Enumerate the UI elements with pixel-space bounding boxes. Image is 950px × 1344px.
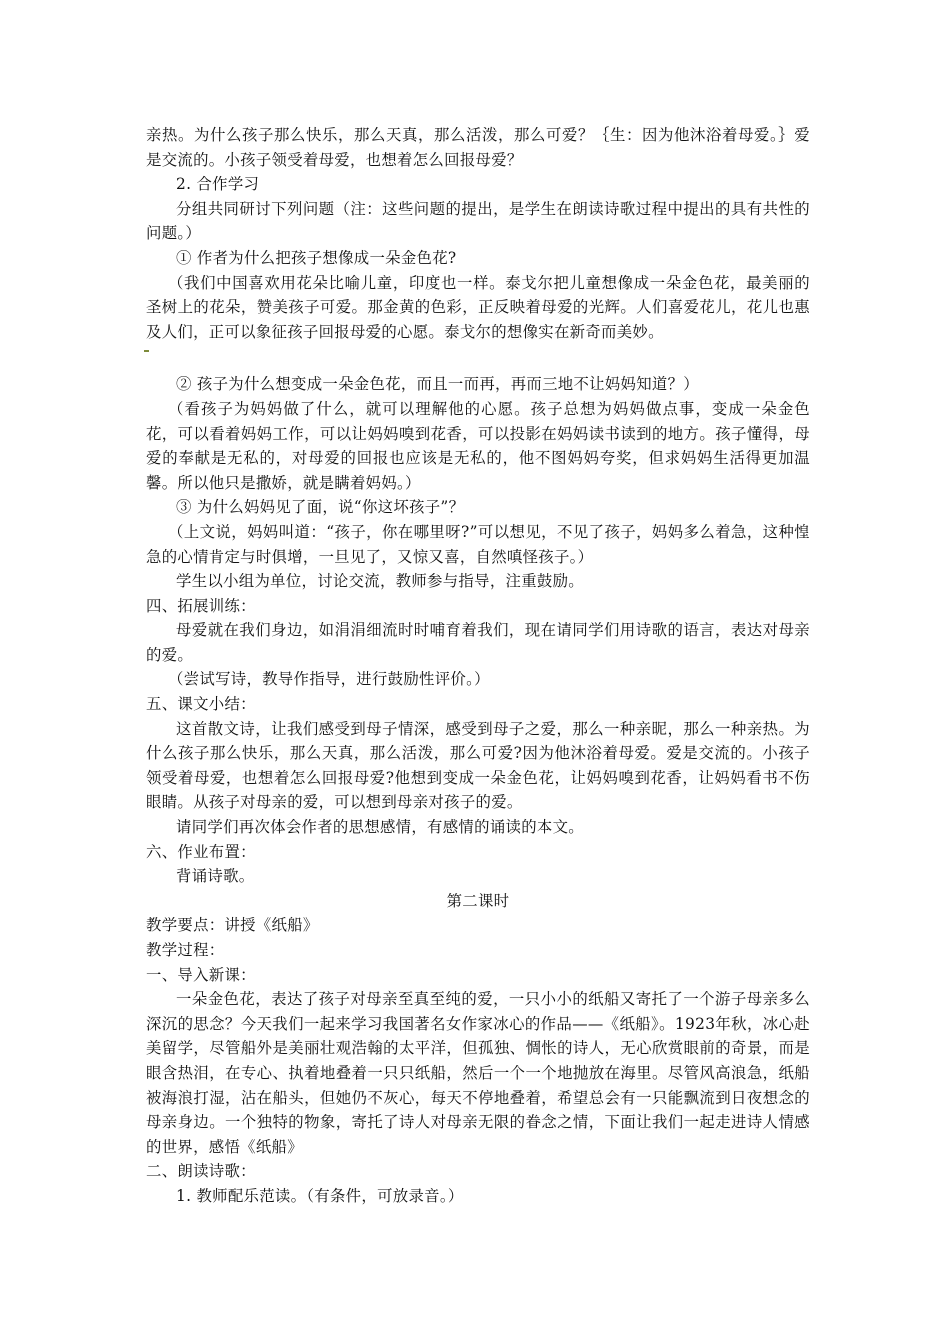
- paragraph: 一朵金色花，表达了孩子对母亲至真至纯的爱，一只小小的纸船又寄托了一个游子母亲多么深沉的思念？今天我们一起来学习我国著名女作家冰心的作品——《纸船》。1923年秋，冰心赴美留学，尽管船外是美丽壮观浩翰的太平洋，但孤独、惆怅的诗人，无心欣赏眼前的奇景，而是眼含热泪，在专心、执着地叠着一只只纸船，然后一个一个地抛放在海里。尽管风高浪急，纸船被海浪打湿，沾在船头，但她仍不灰心，每天不停地叠着，希望总会有一只能飘流到日夜想念的母亲身边。一个独特的物象，寄托了诗人对母亲无限的眷念之情，下面让我们一起走进诗人情感的世界，感悟《纸船》: [146, 990, 810, 1156]
- document-body: [146, 123, 810, 1209]
- answer-paragraph: （看孩子为妈妈做了什么，就可以理解他的心愿。孩子总想为妈妈做点事，变成一朵金色花，可以看着妈妈工作，可以让妈妈嗅到花香，可以投影在妈妈读书读到的地方。孩子懂得，母爱的奉献是无私的，对母爱的回报也应该是无私的，他不图妈妈夸奖，但求妈妈生活得更加温馨。所以他只是撒娇，就是瞒着妈妈。）: [146, 399, 810, 492]
- blank-line: [146, 344, 810, 372]
- section-heading: 四、拓展训练：: [146, 596, 256, 615]
- paragraph: 这首散文诗，让我们感受到母子情深，感受到母子之爱，那么一种亲昵，那么一种亲热。为什么孩子那么快乐，那么天真，那么活泼，那么可爱?因为他沐浴着母爱。爱是交流的。小孩子领受着母爱，也想着怎么回报母爱?他想到变成一朵金色花，让妈妈嗅到花香，让妈妈看书不伤眼睛。从孩子对母亲的爱，可以想到母亲对孩子的爱。: [146, 719, 810, 812]
- section-heading: 二、朗读诗歌：: [146, 1162, 256, 1181]
- question-item: ② 孩子为什么想变成一朵金色花，而且一而再，再而三地不让妈妈知道？）: [176, 375, 699, 394]
- answer-paragraph: （我们中国喜欢用花朵比喻儿童，印度也一样。泰戈尔把儿童想像成一朵金色花，最美丽的圣树上的花朵，赞美孩子可爱。那金黄的色彩，正反映着母爱的光辉。人们喜爱花儿，花儿也惠及人们，正可以象征孩子回报母爱的心愿。泰戈尔的想像实在新奇而美妙。: [146, 273, 810, 341]
- section-heading: 五、课文小结：: [146, 695, 256, 714]
- paragraph: 请同学们再次体会作者的思想感情，有感情的诵读的本文。: [176, 818, 584, 837]
- section-heading: 六、作业布置：: [146, 842, 256, 861]
- lesson-title: 第二课时: [446, 891, 510, 910]
- answer-paragraph: （上文说，妈妈叫道：“孩子，你在哪里呀?”可以想见，不见了孩子，妈妈多么着急，这种惶急的心情肯定与时俱增，一旦见了，又惊又喜，自然嗔怪孩子。）: [146, 522, 810, 566]
- teaching-focus: 教学要点：讲授《纸船》: [146, 916, 319, 935]
- question-item: ③ 为什么妈妈见了面，说“你这坏孩子”？: [176, 498, 465, 517]
- paragraph: 1. 教师配乐范读。（有条件，可放录音。）: [176, 1186, 464, 1205]
- paragraph: 亲热。为什么孩子那么快乐，那么天真，那么活泼，那么可爱？｛生：因为他沐浴着母爱。｝爱是交流的。小孩子领受着母爱，也想着怎么回报母爱？: [146, 126, 810, 169]
- section-subheading: 2. 合作学习: [176, 175, 260, 194]
- paragraph: 背诵诗歌。: [176, 867, 255, 886]
- question-item: ① 作者为什么把孩子想像成一朵金色花?: [176, 248, 457, 267]
- paragraph: 学生以小组为单位，讨论交流，教师参与指导，注重鼓励。: [176, 572, 584, 591]
- paragraph: （尝试写诗，教导作指导，进行鼓励性评价。）: [168, 670, 490, 689]
- paragraph: 分组共同研讨下列问题（注：这些问题的提出，是学生在朗读诗歌过程中提出的具有共性的问题。）: [146, 199, 810, 243]
- teaching-process-label: 教学过程：: [146, 941, 225, 959]
- paragraph: 母爱就在我们身边，如涓涓细流时时哺育着我们，现在请同学们用诗歌的语言，表达对母亲的爱。: [146, 621, 810, 664]
- section-heading: 一、导入新课：: [146, 965, 256, 984]
